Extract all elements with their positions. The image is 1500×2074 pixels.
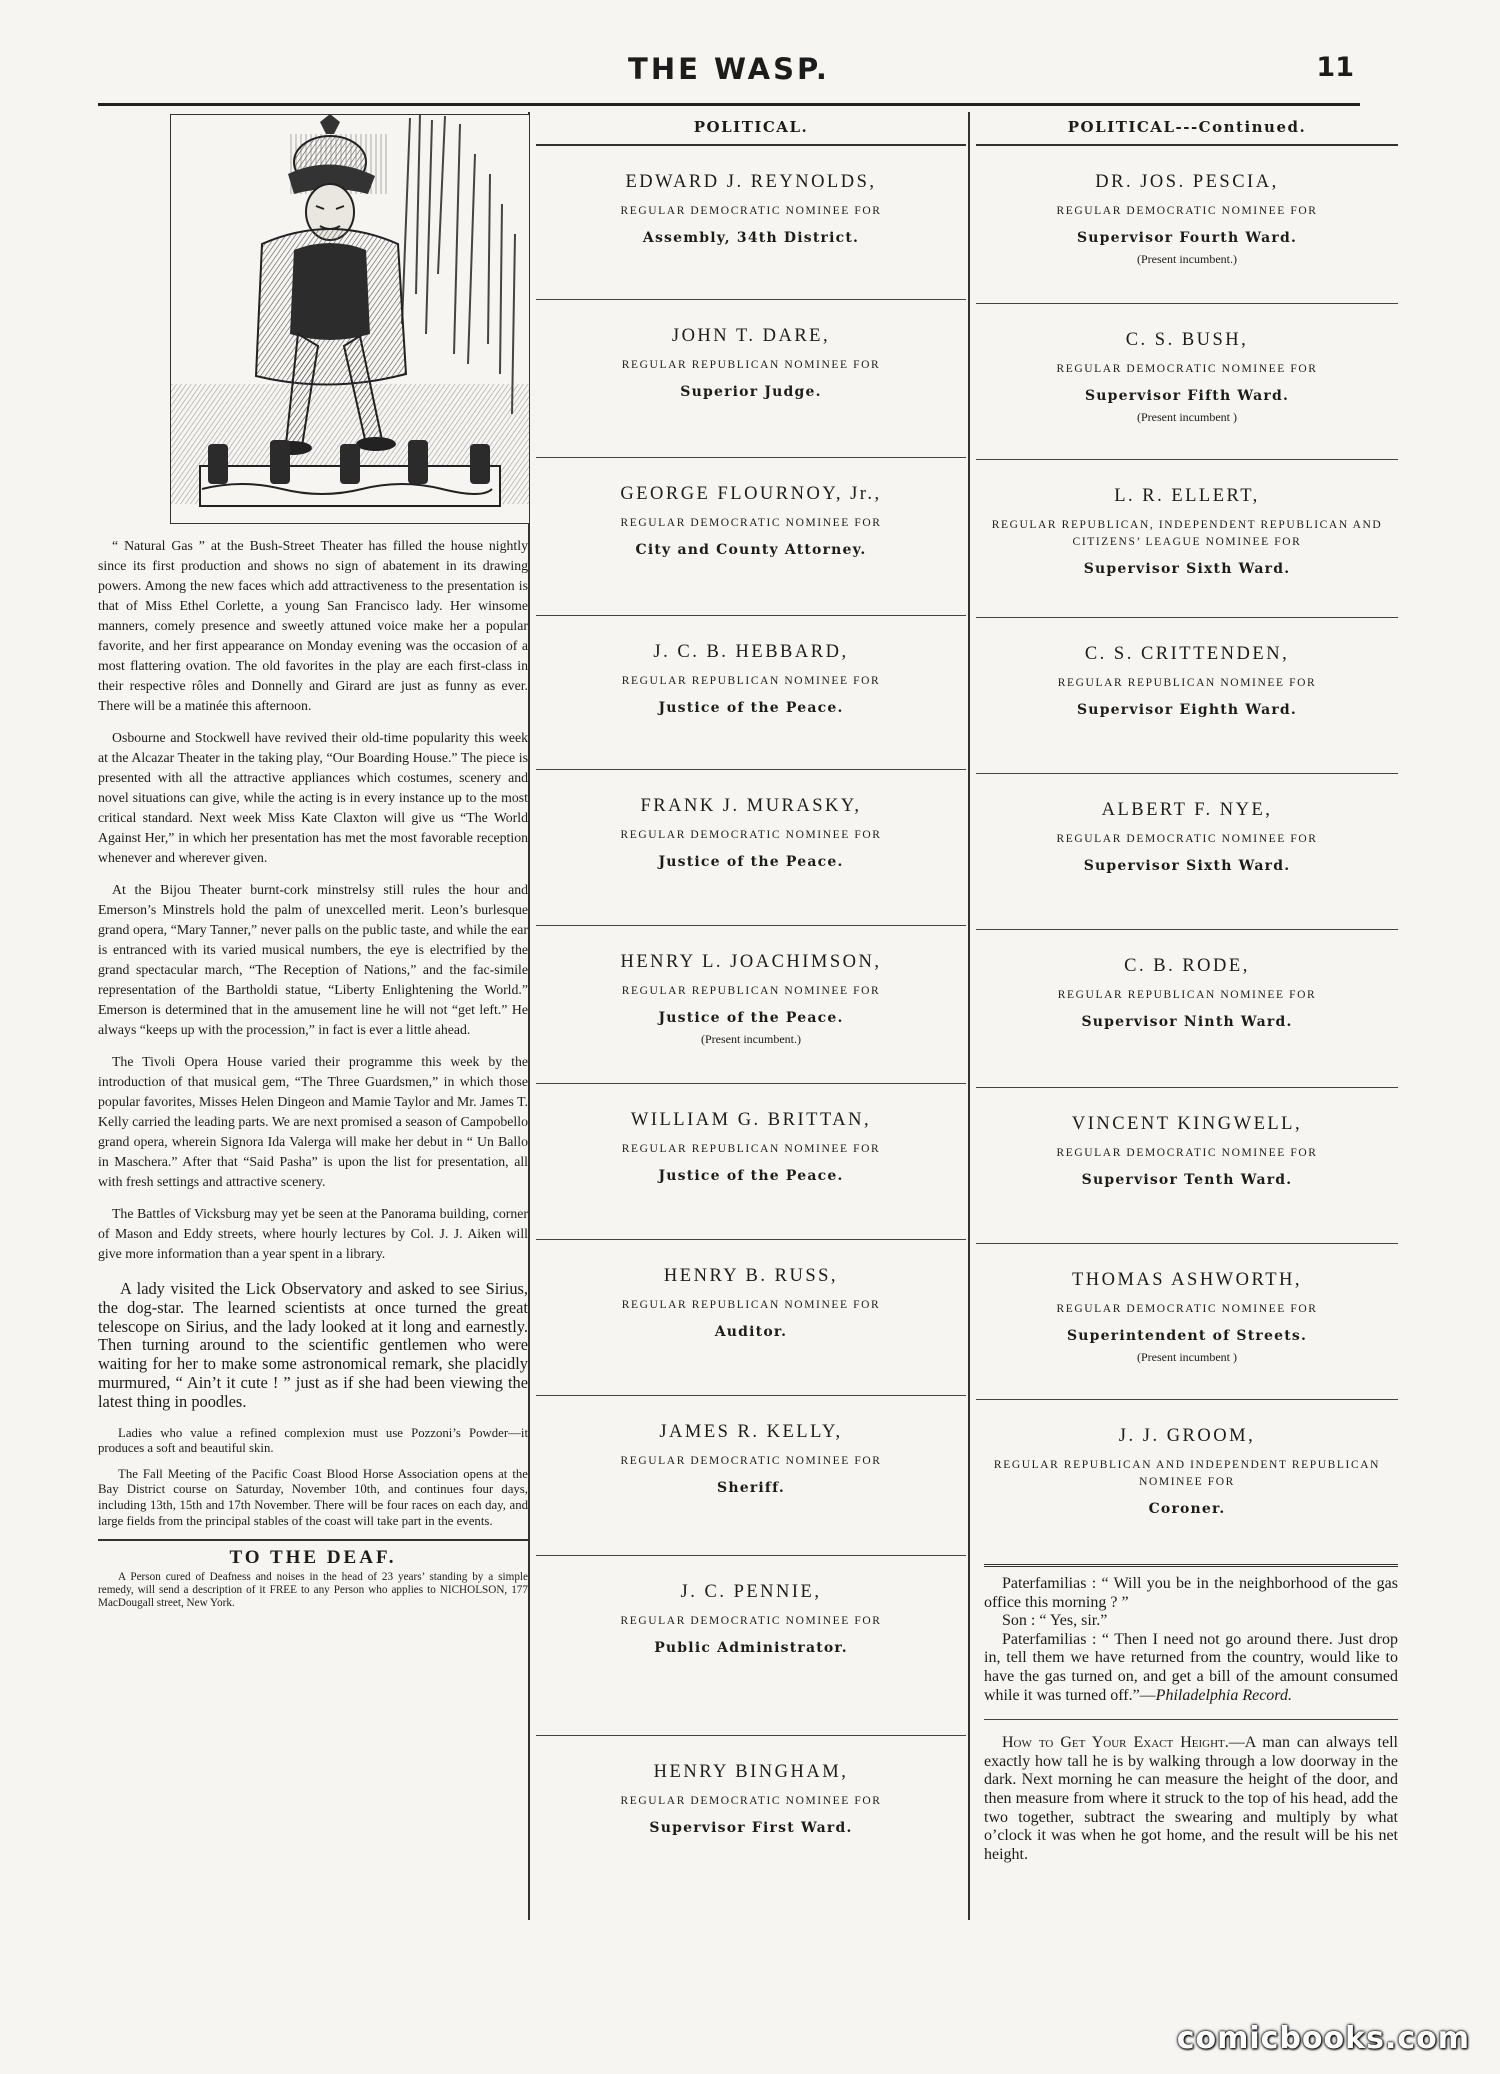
- nominee-office: Justice of the Peace.: [658, 700, 844, 716]
- nominee-party: REGULAR DEMOCRATIC NOMINEE FOR: [1056, 833, 1318, 845]
- nominee-name: JOHN T. DARE,: [671, 326, 831, 346]
- nominee-party: REGULAR DEMOCRATIC NOMINEE FOR: [620, 1455, 882, 1467]
- nominee-party: REGULAR REPUBLICAN NOMINEE FOR: [621, 985, 881, 997]
- nominee-party: REGULAR REPUBLICAN NOMINEE FOR: [621, 1299, 881, 1311]
- nominee-party: REGULAR DEMOCRATIC NOMINEE FOR: [620, 517, 882, 529]
- nominee-entry: [976, 1244, 1398, 1400]
- nominee-name: J. C. PENNIE,: [680, 1582, 822, 1602]
- nominee-entry: [536, 616, 966, 770]
- nominee-office: Supervisor Ninth Ward.: [1081, 1014, 1293, 1030]
- nominee-name: J. J. GROOM,: [1118, 1426, 1256, 1446]
- review-paragraph: Osbourne and Stockwell have revived their old-time popularity this week at the Alcazar Theater in the taking play, “Our Boarding House.” The piece is presented with all the attractive appliances which costumes, scenery and novel situations can give, while the acting is in every instance up to the most critical standard. Next week Miss Kate Claxton will give us “The World Against Her,” in which her presentation has met the most favorable reception whenever and wherever given.: [98, 730, 528, 865]
- theater-review: [98, 536, 528, 1264]
- dialogue-line: Paterfamilias : “ Will you be in the neighborhood of the gas office this morning ? ”: [984, 1575, 1398, 1611]
- nominee-office: Superior Judge.: [680, 384, 822, 400]
- nominee-name: C. B. RODE,: [1124, 956, 1250, 976]
- lick-observatory-anecdote: A lady visited the Lick Observatory and asked to see Sirius, the dog-star. The learned scientists at once turned the great telescope on Sirius, and the lady looked at it long and earnestly. Then turning around to the scientific gentlemen who were waiting for her to make some astronomical remark, she placidly murmured, “ Ain’t it cute ! ” just as if she had been viewing the latest thing in poodles.: [98, 1279, 528, 1411]
- powder-notice: Ladies who value a refined complexion must use Pozzoni’s Powder—it produces a soft and beautiful skin.: [98, 1425, 528, 1456]
- review-paragraph: The Battles of Vicksburg may yet be seen at the Panorama building, corner of Mason and Eddy streets, where hourly lectures by Col. J. J. Aiken will give more information than a year spent in a library.: [98, 1206, 528, 1261]
- nominee-party: REGULAR DEMOCRATIC NOMINEE FOR: [620, 829, 882, 841]
- political-column: [536, 112, 966, 1906]
- left-column: [98, 114, 528, 1610]
- nominee-entry: [536, 1084, 966, 1240]
- political-continued-heading: POLITICAL---Continued.: [976, 112, 1398, 146]
- nominee-entry: [536, 926, 966, 1084]
- nominee-list: [976, 146, 1398, 1556]
- nominee-list: [536, 146, 966, 1906]
- nominee-party: REGULAR DEMOCRATIC NOMINEE FOR: [1056, 1147, 1318, 1159]
- anecdote-body: [984, 1734, 1398, 1864]
- dialogue-line: [984, 1631, 1398, 1705]
- nominee-office: Justice of the Peace.: [658, 1168, 844, 1184]
- dialogue-text: Paterfamilias : “ Then I need not go around there. Just drop in, tell them we have returned from the country, would like to have the gas turned on, and get a bill of the amount consumed while it was turned off.”—: [984, 1630, 1398, 1704]
- horse-meeting-notice: The Fall Meeting of the Pacific Coast Blood Horse Association opens at the Bay District course on Saturday, November 10th, and continues four days, including 13th, 15th and 17th November. There will be four races on each day, and large fields from the principal stables of the coast will take part in the events.: [98, 1466, 528, 1528]
- notices: [98, 1426, 528, 1530]
- nominee-party: REGULAR REPUBLICAN NOMINEE FOR: [621, 359, 881, 371]
- dialogue-line: Son : “ Yes, sir.”: [1002, 1612, 1108, 1630]
- nominee-name: HENRY BINGHAM,: [653, 1762, 849, 1782]
- exact-height-anecdote: [984, 1734, 1398, 1864]
- nominee-name: L. R. ELLERT,: [1114, 486, 1260, 506]
- incumbent-note: (Present incumbent ): [1137, 1350, 1237, 1364]
- nominee-entry: [536, 1736, 966, 1906]
- nominee-entry: [536, 458, 966, 616]
- nominee-office: Supervisor Fourth Ward.: [1076, 230, 1298, 246]
- nominee-name: EDWARD J. REYNOLDS,: [625, 172, 877, 192]
- nominee-entry: [976, 930, 1398, 1088]
- deaf-ad-text: A Person cured of Deafness and noises in the head of 23 years’ standing by a simple remedy, will send a description of it FREE to any Person who applies to NICHOLSON, 177 MacDougall street, New York.: [98, 1571, 528, 1610]
- nominee-office: Supervisor First Ward.: [649, 1820, 853, 1836]
- nominee-entry: [536, 300, 966, 458]
- nominee-office: Justice of the Peace.: [658, 1010, 844, 1026]
- column-divider: [968, 112, 970, 1920]
- anecdote-text: —A man can always tell exactly how tall he is by walking through a low doorway in the dark. Next morning he can measure the height of the door, and then measure from where it struck to the top of his head, add the two together, subtract the swearing and multiply by what o’clock it was when he got home, and the result will be his net height.: [984, 1734, 1398, 1863]
- nominee-name: HENRY L. JOACHIMSON,: [620, 952, 882, 972]
- nominee-office: Public Administrator.: [654, 1640, 848, 1656]
- incumbent-note: (Present incumbent ): [1137, 410, 1237, 424]
- header-rule: [98, 103, 1360, 106]
- nominee-party: REGULAR REPUBLICAN NOMINEE FOR: [621, 675, 881, 687]
- nominee-entry: [976, 1088, 1398, 1244]
- nominee-name: WILLIAM G. BRITTAN,: [630, 1110, 872, 1130]
- incumbent-note: (Present incumbent.): [1137, 252, 1237, 266]
- nominee-party: REGULAR REPUBLICAN NOMINEE FOR: [1057, 989, 1317, 1001]
- nominee-office: Supervisor Fifth Ward.: [1084, 388, 1290, 404]
- nominee-office: Supervisor Eighth Ward.: [1077, 702, 1297, 718]
- nominee-party: REGULAR DEMOCRATIC NOMINEE FOR: [1056, 205, 1318, 217]
- nominee-office: City and County Attorney.: [635, 542, 867, 558]
- nominee-entry: [976, 146, 1398, 304]
- nominee-name: C. S. CRITTENDEN,: [1084, 644, 1290, 664]
- masthead-title: THE WASP.: [628, 52, 830, 86]
- nominee-name: J. C. B. HEBBARD,: [653, 642, 849, 662]
- nominee-party: REGULAR DEMOCRATIC NOMINEE FOR: [1056, 363, 1318, 375]
- nominee-entry: [976, 460, 1398, 618]
- nominee-name: HENRY B. RUSS,: [663, 1266, 839, 1286]
- nominee-name: FRANK J. MURASKY,: [640, 796, 862, 816]
- nominee-entry: [536, 770, 966, 926]
- nominee-office: Auditor.: [714, 1324, 788, 1340]
- nominee-office: Supervisor Sixth Ward.: [1083, 858, 1291, 874]
- incumbent-note: (Present incumbent.): [701, 1032, 801, 1046]
- review-paragraph: The Tivoli Opera House varied their programme this week by the introduction of that musical gem, “The Three Guardsmen,” in which those popular favorites, Misses Helen Dingeon and Mamie Taylor and Mr. James T. Kelly carried the leading parts. We are next promised a season of Campobello grand opera, wherein Signora Ida Valerga will make her debut in “ Un Ballo in Maschera.” After that “Said Pasha” is upon the list for presentation, all with fresh settings and attractive scenery.: [98, 1054, 528, 1189]
- nominee-entry: [536, 1556, 966, 1736]
- source-credit: Philadelphia Record.: [1155, 1686, 1292, 1704]
- nominee-party: REGULAR DEMOCRATIC NOMINEE FOR: [620, 205, 882, 217]
- nominee-office: Assembly, 34th District.: [642, 230, 860, 246]
- section-rule: [984, 1564, 1398, 1567]
- section-rule: [984, 1719, 1398, 1720]
- nominee-entry: [976, 618, 1398, 774]
- nominee-name: GEORGE FLOURNOY, Jr.,: [620, 484, 882, 504]
- section-rule: [98, 1539, 528, 1541]
- nominee-entry: [536, 1396, 966, 1556]
- nominee-party: REGULAR DEMOCRATIC NOMINEE FOR: [620, 1615, 882, 1627]
- political-continued-column: [976, 112, 1398, 1864]
- nominee-party: REGULAR REPUBLICAN NOMINEE FOR: [621, 1143, 881, 1155]
- nominee-party: REGULAR REPUBLICAN NOMINEE FOR: [1057, 677, 1317, 689]
- nominee-party: REGULAR DEMOCRATIC NOMINEE FOR: [620, 1795, 882, 1807]
- nominee-party: REGULAR REPUBLICAN AND INDEPENDENT REPUBLICAN NOMINEE FOR: [993, 1459, 1381, 1488]
- page-number: 11: [1316, 52, 1354, 83]
- nominee-entry: [976, 1400, 1398, 1556]
- review-paragraph: “ Natural Gas ” at the Bush-Street Theater has filled the house nightly since its first production and shows no sign of abatement in its drawing powers. Among the new faces which add attractiveness to the presentation is that of Miss Ethel Corlette, a young San Francisco lady. Her winsome manners, comely presence and sweetly attuned voice make her a popular favorite, and her first appearance on Monday evening was the occasion of a most flattering ovation. The old favorites in the play are each first-class in their respective rôles and Donnelly and Girard are just as funny as ever. There will be a matinée this afternoon.: [98, 538, 528, 713]
- nominee-entry: [976, 774, 1398, 930]
- nominee-office: Supervisor Sixth Ward.: [1083, 561, 1291, 577]
- nominee-office: Supervisor Tenth Ward.: [1081, 1172, 1293, 1188]
- nominee-name: VINCENT KINGWELL,: [1071, 1114, 1303, 1134]
- nominee-name: ALBERT F. NYE,: [1101, 800, 1273, 820]
- nominee-name: THOMAS ASHWORTH,: [1071, 1270, 1303, 1290]
- nominee-entry: [536, 146, 966, 300]
- king-cartoon-illustration: [170, 114, 530, 524]
- nominee-name: JAMES R. KELLY,: [659, 1422, 843, 1442]
- nominee-office: Justice of the Peace.: [658, 854, 844, 870]
- nominee-entry: [536, 1240, 966, 1396]
- nominee-office: Sheriff.: [717, 1480, 785, 1496]
- review-paragraph: At the Bijou Theater burnt-cork minstrelsy still rules the hour and Emerson’s Minstrels hold the palm of unexcelled merit. Leon’s burlesque grand opera, “Mary Tanner,” never palls on the public taste, and while the ear is entranced with its varied musical numbers, the eye is electrified by the grand spectacular march, “The Reception of Nations,” and the fac-simile representation of the Bartholdi statue, “Liberty Enlightening the World.” Emerson is determined that in the amusement line he will not “get left.” He always “keeps up with the procession,” in fact is ever a little ahead.: [98, 882, 528, 1037]
- watermark: comicbooks.com: [1176, 2021, 1470, 2056]
- anecdote-title: How to Get Your Exact Height.: [1002, 1734, 1229, 1752]
- nominee-party: REGULAR DEMOCRATIC NOMINEE FOR: [1056, 1303, 1318, 1315]
- page-header: [98, 48, 1360, 106]
- nominee-name: DR. JOS. PESCIA,: [1095, 172, 1279, 192]
- nominee-office: Coroner.: [1148, 1501, 1226, 1517]
- nominee-name: C. S. BUSH,: [1125, 330, 1249, 350]
- paterfamilias-anecdote: [984, 1575, 1398, 1705]
- deaf-ad-title: TO THE DEAF.: [229, 1547, 397, 1569]
- nominee-party: REGULAR REPUBLICAN, INDEPENDENT REPUBLICAN AND CITIZENS’ LEAGUE NOMINEE FOR: [991, 519, 1383, 548]
- nominee-office: Superintendent of Streets.: [1066, 1328, 1308, 1344]
- nominee-entry: [976, 304, 1398, 460]
- political-heading: POLITICAL.: [536, 112, 966, 146]
